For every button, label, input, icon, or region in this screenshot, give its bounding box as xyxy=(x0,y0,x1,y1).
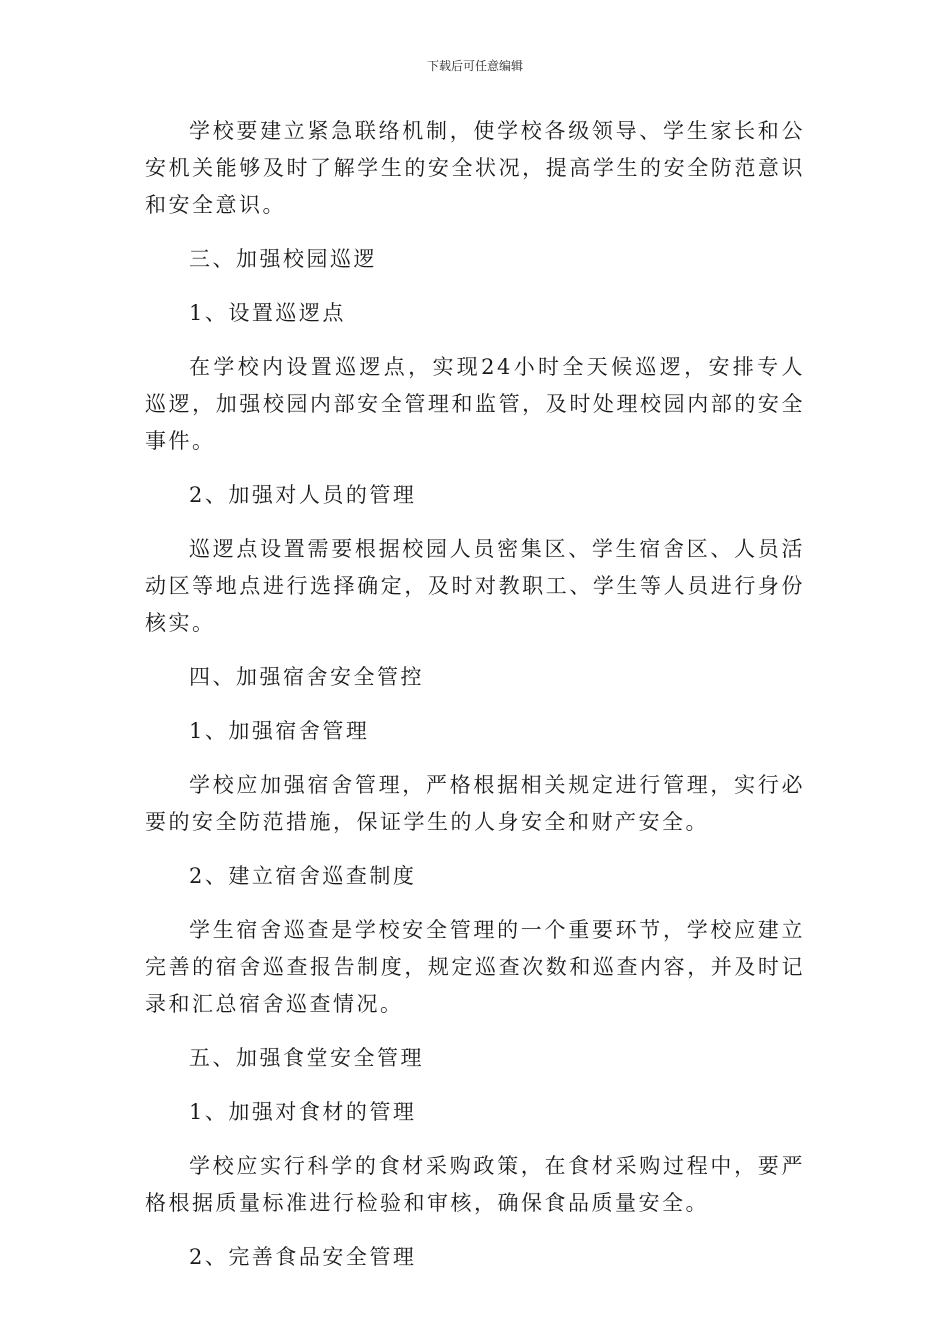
document-body xyxy=(145,113,805,1293)
paragraph-emergency-contact: 学校要建立紧急联络机制，使学校各级领导、学生家长和公安机关能够及时了解学生的安全状况，提高学生的安全防范意识和安全意识。 xyxy=(145,119,805,217)
subheading-dormitory-inspection: 2、建立宿舍巡查制度 xyxy=(189,864,417,888)
paragraph-patrol-points: 在学校内设置巡逻点，实现24小时全天候巡逻，安排专人巡逻，加强校园内部安全管理和监管，及时处理校园内部的安全事件。 xyxy=(145,355,805,453)
subheading-personnel-management: 2、加强对人员的管理 xyxy=(189,483,417,507)
section-heading-canteen-safety: 五、加强食堂安全管理 xyxy=(189,1046,424,1070)
subheading-dormitory-management: 1、加强宿舍管理 xyxy=(189,719,370,743)
paragraph-dormitory-management: 学校应加强宿舍管理，严格根据相关规定进行管理，实行必要的安全防范措施，保证学生的人身安全和财产安全。 xyxy=(145,773,805,834)
paragraph-dormitory-inspection: 学生宿舍巡查是学校安全管理的一个重要环节，学校应建立完善的宿舍巡查报告制度，规定巡查次数和巡查内容，并及时记录和汇总宿舍巡查情况。 xyxy=(145,918,805,1016)
subheading-ingredient-management: 1、加强对食材的管理 xyxy=(189,1100,417,1124)
section-heading-campus-patrol: 三、加强校园巡逻 xyxy=(189,247,377,271)
page-header-note: 下载后可任意编辑 xyxy=(426,59,523,73)
section-heading-dormitory-safety: 四、加强宿舍安全管控 xyxy=(189,665,424,689)
subheading-patrol-points: 1、设置巡逻点 xyxy=(189,301,346,325)
paragraph-personnel-management: 巡逻点设置需要根据校园人员密集区、学生宿舍区、人员活动区等地点进行选择确定，及时对教职工、学生等人员进行身份核实。 xyxy=(145,537,805,635)
paragraph-ingredient-management: 学校应实行科学的食材采购政策，在食材采购过程中，要严格根据质量标准进行检验和审核，确保食品质量安全。 xyxy=(145,1154,805,1215)
subheading-food-safety: 2、完善食品安全管理 xyxy=(189,1245,417,1269)
